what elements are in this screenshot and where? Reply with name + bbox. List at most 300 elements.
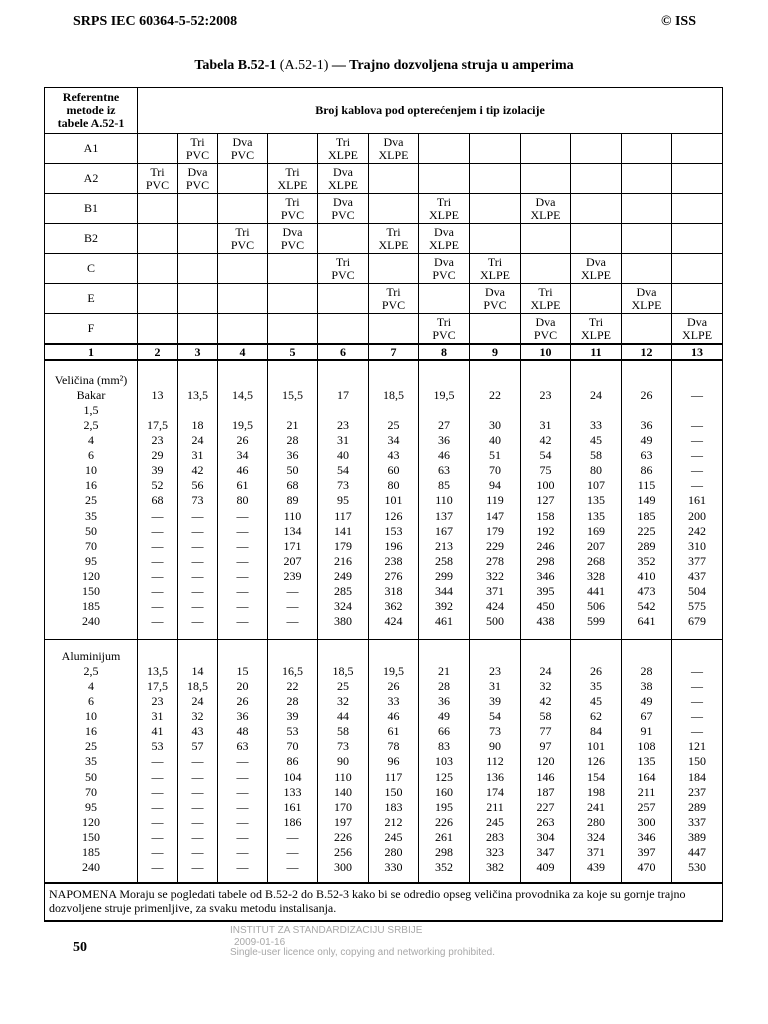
watermark-licence: Single-user licence only, copying and networking prohibited. (230, 947, 495, 958)
rating-value: — (151, 508, 164, 523)
rating-value: 346 (536, 568, 555, 583)
rating-value: 117 (334, 508, 352, 523)
method-cell-line: Dva (687, 314, 708, 329)
aluminium-value-column (622, 640, 672, 884)
method-cell-line: XLPE (530, 297, 561, 312)
page-number: 50 (73, 940, 87, 955)
rating-value: 86 (640, 463, 653, 478)
method-cell-line: Dva (434, 254, 454, 269)
rating-value: 45 (590, 433, 602, 448)
rating-value: 21 (286, 417, 299, 432)
aluminium-value-column (672, 640, 723, 884)
method-cell (178, 314, 218, 345)
rating-value: — (286, 845, 299, 860)
rating-value: 170 (334, 799, 352, 814)
rating-value: 46 (236, 463, 249, 478)
ref-label-line: Referentne (62, 90, 120, 104)
rating-value: 73 (191, 493, 204, 508)
rating-value: 53 (151, 739, 164, 754)
method-row (45, 254, 723, 284)
rating-value: 95 (337, 493, 349, 508)
method-cell-line: PVC (331, 207, 355, 222)
rating-value: 438 (536, 614, 555, 629)
method-cell (218, 194, 268, 224)
rating-value: — (691, 433, 704, 448)
method-cell-line: Tri (190, 134, 205, 149)
rating-value: 377 (688, 553, 707, 568)
rating-value: 26 (236, 694, 249, 709)
rating-value: 337 (688, 814, 707, 829)
method-cell (268, 284, 318, 314)
rating-value: 242 (688, 523, 707, 538)
rating-value: — (236, 599, 249, 614)
method-cell-line: Tri (386, 284, 401, 299)
size-label: 6 (88, 448, 94, 463)
rating-value: 146 (536, 769, 555, 784)
copper-value-column (218, 360, 268, 640)
rating-value: 140 (334, 784, 352, 799)
size-label: 25 (85, 739, 97, 754)
rating-value: 42 (191, 463, 204, 478)
method-cell (470, 284, 521, 314)
column-number: 11 (571, 344, 622, 360)
rating-value: — (236, 799, 249, 814)
rating-value: 40 (489, 433, 501, 448)
rating-value: 62 (590, 709, 602, 724)
rating-value: 44 (337, 709, 349, 724)
rating-value: — (236, 814, 249, 829)
rating-value: 110 (435, 493, 453, 508)
rating-value: 83 (438, 739, 450, 754)
method-cell (622, 164, 672, 194)
size-label: 4 (88, 678, 94, 693)
size-label: 6 (88, 694, 94, 709)
rating-value: 324 (587, 829, 605, 844)
rating-value: 160 (435, 784, 453, 799)
rating-value: 258 (435, 553, 453, 568)
rating-value: 26 (590, 663, 602, 678)
rating-value: 73 (337, 739, 349, 754)
rating-value: 506 (587, 599, 605, 614)
method-cell (318, 164, 369, 194)
method-cell-line: Dva (282, 224, 303, 239)
copper-value-column (672, 360, 723, 640)
table-header-row (45, 88, 723, 134)
method-cell (571, 254, 622, 284)
rating-value: 36 (640, 417, 653, 432)
method-cell (622, 134, 672, 164)
size-label: Veličina (mm²) (54, 372, 128, 387)
method-cell (218, 254, 268, 284)
rating-value: 32 (337, 694, 349, 709)
method-cell-line: Tri (235, 224, 250, 239)
rating-value: 51 (489, 448, 501, 463)
size-label: 50 (85, 769, 97, 784)
rating-value: — (191, 860, 204, 875)
method-cell (521, 314, 571, 345)
rating-value: 107 (587, 478, 605, 493)
aluminium-value-column (218, 640, 268, 884)
rating-value: — (151, 814, 164, 829)
rating-value: 70 (489, 463, 501, 478)
rating-value: 67 (640, 709, 653, 724)
method-cell (521, 164, 571, 194)
rating-value: — (191, 538, 204, 553)
method-cell (521, 224, 571, 254)
rating-value: 679 (688, 614, 707, 629)
method-cell-line: Dva (232, 134, 253, 149)
rating-value: 322 (486, 568, 504, 583)
copper-value-column (571, 360, 622, 640)
rating-value: 280 (587, 814, 605, 829)
rating-value: — (691, 417, 704, 432)
size-label: 70 (85, 538, 97, 553)
rating-value: 441 (587, 584, 605, 599)
rating-value: 43 (387, 448, 400, 463)
rating-value: 352 (435, 860, 453, 875)
aluminium-value-column (318, 640, 369, 884)
rating-value: — (691, 724, 704, 739)
rating-value: 300 (637, 814, 656, 829)
rating-value: 371 (486, 584, 504, 599)
rating-value: 46 (438, 448, 450, 463)
rating-value: — (191, 568, 204, 583)
method-cell (419, 164, 470, 194)
method-cell-line: PVC (381, 297, 406, 312)
size-label: 1,5 (83, 402, 99, 417)
rating-value: 154 (587, 769, 605, 784)
rating-value: — (691, 678, 704, 693)
method-cell (672, 314, 723, 345)
rating-value: 362 (384, 599, 403, 614)
column-number: 10 (521, 344, 571, 360)
rating-value: 289 (688, 799, 707, 814)
rating-value: 542 (637, 599, 656, 614)
rating-value: 32 (539, 678, 552, 693)
rating-value: 395 (536, 584, 555, 599)
method-name: A2 (45, 164, 138, 194)
rating-value: 119 (486, 493, 504, 508)
rating-value: 42 (539, 433, 552, 448)
method-cell (521, 134, 571, 164)
method-cell-line: Tri (335, 134, 351, 149)
rating-value: 226 (435, 814, 453, 829)
method-row (45, 284, 723, 314)
rating-value: 530 (688, 860, 707, 875)
method-cell (622, 284, 672, 314)
method-cell (369, 224, 419, 254)
rating-value: — (191, 599, 204, 614)
method-cell-line: XLPE (328, 177, 358, 192)
method-cell (470, 164, 521, 194)
rating-value: 27 (438, 417, 450, 432)
method-cell-line: Tri (335, 254, 351, 269)
method-cell (672, 194, 723, 224)
rating-value: 249 (334, 568, 352, 583)
method-cell-line: PVC (280, 207, 305, 222)
rating-value: 171 (283, 538, 302, 553)
rating-value: 58 (337, 724, 349, 739)
method-cell (672, 254, 723, 284)
method-cell-line: Dva (333, 164, 353, 179)
column-number: 8 (419, 344, 470, 360)
method-cell (178, 284, 218, 314)
rating-value: — (691, 387, 704, 402)
rating-value: 328 (587, 568, 605, 583)
size-label: 95 (85, 799, 97, 814)
rating-value: 58 (590, 448, 602, 463)
method-cell (622, 314, 672, 345)
rating-value: 135 (637, 754, 656, 769)
rating-value: 179 (486, 523, 504, 538)
cable-count-header: Broj kablova pod opterećenjem i tip izolacije (138, 88, 723, 134)
rating-value: 73 (337, 478, 349, 493)
rating-value: 49 (640, 694, 653, 709)
rating-value: 330 (384, 860, 403, 875)
rating-value: — (191, 584, 204, 599)
copper-value-column (138, 360, 178, 640)
caption-title: — Trajno dozvoljena struja u amperima (331, 58, 574, 73)
rating-value: 23 (539, 387, 552, 402)
rating-value: 63 (438, 463, 450, 478)
copper-block (45, 360, 723, 640)
rating-value: 96 (387, 754, 400, 769)
method-cell (419, 284, 470, 314)
rating-value: 15 (236, 663, 249, 678)
rating-value: 19,5 (383, 663, 404, 678)
rating-value: 23 (151, 433, 164, 448)
rating-value: 46 (387, 709, 400, 724)
rating-value: — (236, 769, 249, 784)
rating-value: 23 (337, 417, 349, 432)
size-label: 120 (82, 814, 100, 829)
rating-value: 409 (536, 860, 555, 875)
rating-value: 310 (688, 538, 707, 553)
rating-value: 450 (536, 599, 555, 614)
caption-ref: (A.52-1) (276, 58, 332, 73)
method-cell-line: Tri (386, 224, 401, 239)
method-cell-line: PVC (483, 297, 507, 312)
method-cell (268, 134, 318, 164)
method-cell-line: PVC (432, 267, 456, 282)
rating-value: — (236, 584, 249, 599)
rating-value: 280 (384, 845, 403, 860)
rating-value: — (286, 614, 299, 629)
method-cell-line: Dva (333, 194, 353, 209)
method-cell (672, 164, 723, 194)
method-cell-line: Tri (150, 164, 165, 179)
rating-value: 15,5 (282, 387, 303, 402)
rating-value: 136 (486, 769, 504, 784)
rating-value: 318 (384, 584, 403, 599)
rating-value: 39 (489, 694, 501, 709)
rating-value: 504 (688, 584, 707, 599)
method-cell (571, 224, 622, 254)
rating-value: 60 (387, 463, 400, 478)
rating-value: — (236, 568, 249, 583)
rating-value: 56 (191, 478, 204, 493)
rating-value: — (151, 599, 164, 614)
method-cell (318, 134, 369, 164)
method-cell (622, 224, 672, 254)
rating-value: 18,5 (332, 663, 354, 678)
rating-value: 192 (536, 523, 555, 538)
rating-value: — (191, 784, 204, 799)
rating-value: 344 (435, 584, 453, 599)
method-cell (622, 254, 672, 284)
column-number: 12 (622, 344, 672, 360)
rating-value: — (236, 860, 249, 875)
rating-value: 246 (536, 538, 555, 553)
current-rating-table (44, 87, 723, 922)
rating-value: 13 (151, 387, 164, 402)
column-number: 7 (369, 344, 419, 360)
size-label: 95 (85, 553, 97, 568)
rating-value: 439 (587, 860, 605, 875)
method-cell (369, 314, 419, 345)
method-cell-line: XLPE (530, 207, 561, 222)
rating-value: 66 (438, 724, 450, 739)
rating-value: 94 (489, 478, 501, 493)
rating-value: 70 (286, 739, 299, 754)
table-caption (0, 58, 768, 74)
rating-value: — (151, 538, 164, 553)
rating-value: 470 (637, 860, 656, 875)
rating-value: — (191, 553, 204, 568)
rating-value: 158 (536, 508, 555, 523)
rating-value: 28 (286, 433, 299, 448)
rating-value: 28 (286, 694, 299, 709)
rating-value: 346 (637, 829, 656, 844)
rating-value: 57 (191, 739, 204, 754)
column-number: 1 (45, 344, 138, 360)
method-cell-line: XLPE (328, 147, 358, 162)
method-cell (369, 134, 419, 164)
rating-value: — (286, 584, 299, 599)
size-label: 4 (88, 433, 94, 448)
method-cell-line: PVC (533, 327, 558, 342)
rating-value: 36 (236, 709, 249, 724)
rating-value: 13,5 (147, 663, 168, 678)
column-number: 2 (138, 344, 178, 360)
rating-value: — (191, 614, 204, 629)
watermark-date: 2009-01-16 (234, 937, 286, 948)
method-cell (268, 164, 318, 194)
rating-value: 110 (283, 508, 302, 523)
method-cell (470, 224, 521, 254)
method-cell-line: PVC (280, 237, 305, 252)
rating-value: 33 (590, 417, 602, 432)
rating-value: 61 (236, 478, 249, 493)
note-row (45, 883, 723, 921)
method-cell-line: XLPE (581, 327, 611, 342)
rating-value: 16,5 (282, 663, 303, 678)
rating-value: 169 (587, 523, 605, 538)
rating-value: 575 (688, 599, 707, 614)
method-cell-line: XLPE (682, 327, 713, 342)
size-label: 16 (85, 724, 97, 739)
rating-value: 121 (688, 739, 707, 754)
rating-value: 382 (486, 860, 504, 875)
rating-value: 31 (191, 448, 204, 463)
rating-value: 42 (539, 694, 552, 709)
rating-value: 198 (587, 784, 605, 799)
aluminium-value-column (268, 640, 318, 884)
rating-value: 41 (151, 724, 164, 739)
method-cell (419, 194, 470, 224)
method-cell (419, 254, 470, 284)
rating-value: 53 (286, 724, 299, 739)
rating-value: 36 (438, 433, 450, 448)
method-cell (218, 164, 268, 194)
rating-value: — (236, 508, 249, 523)
rating-value: — (191, 769, 204, 784)
rating-value: 227 (536, 799, 555, 814)
rating-value: — (236, 523, 249, 538)
rating-value: 134 (283, 523, 302, 538)
rating-value: 80 (590, 463, 602, 478)
size-label: 185 (82, 599, 100, 614)
rating-value: 54 (489, 709, 501, 724)
rating-value: 164 (637, 769, 656, 784)
column-number: 4 (218, 344, 268, 360)
rating-value: 500 (486, 614, 504, 629)
rating-value: — (151, 845, 164, 860)
method-row (45, 224, 723, 254)
rating-value: 126 (587, 754, 605, 769)
method-cell (318, 254, 369, 284)
rating-value: 268 (587, 553, 605, 568)
method-cell-line: Dva (383, 134, 404, 149)
rating-value: — (236, 614, 249, 629)
method-cell-line: PVC (432, 327, 456, 342)
rating-value: 225 (637, 523, 656, 538)
method-cell (318, 194, 369, 224)
method-cell-line: Tri (588, 314, 604, 329)
copper-value-column (521, 360, 571, 640)
rating-value: 33 (387, 694, 400, 709)
rating-value: — (691, 709, 704, 724)
rating-value: 153 (384, 523, 403, 538)
rating-value: 167 (435, 523, 453, 538)
size-label: 2,5 (83, 417, 99, 432)
rating-value: 39 (151, 463, 164, 478)
method-cell-line: Dva (187, 164, 208, 179)
rating-value: 28 (640, 663, 653, 678)
method-cell (672, 134, 723, 164)
aluminium-block (45, 640, 723, 884)
method-cell (268, 314, 318, 345)
rating-value: 211 (637, 784, 656, 799)
rating-value: 410 (637, 568, 656, 583)
method-cell (470, 134, 521, 164)
method-cell-line: XLPE (429, 207, 459, 222)
method-cell (138, 254, 178, 284)
rating-value: 43 (191, 724, 204, 739)
rating-value: 298 (536, 553, 555, 568)
rating-value: 61 (387, 724, 400, 739)
rating-value: — (151, 769, 164, 784)
rating-value: 26 (236, 433, 249, 448)
size-label: 150 (82, 829, 100, 844)
rating-value: 304 (536, 829, 555, 844)
method-cell-line: PVC (185, 177, 210, 192)
method-cell (218, 314, 268, 345)
method-cell-line: PVC (145, 177, 170, 192)
rating-value: 424 (384, 614, 403, 629)
rating-value: 78 (387, 739, 400, 754)
rating-value: 63 (640, 448, 653, 463)
